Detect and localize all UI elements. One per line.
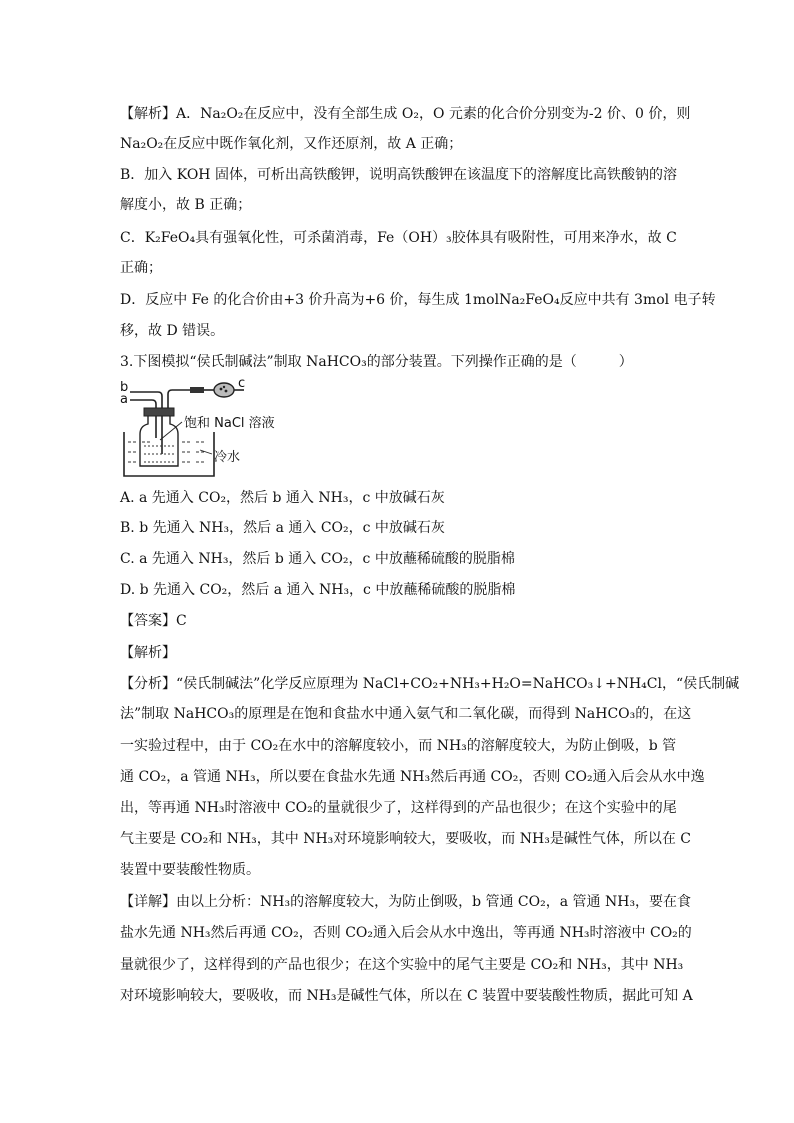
analysis-line: 【分析】“侯氏制碱法”化学反应原理为 NaCl+CO₂+NH₃+H₂O=NaHCO₃↓+NH₄Cl，“侯氏制碱 — [120, 676, 740, 692]
analysis-heading: 【解析】 — [120, 645, 176, 661]
question-stem: 3.下图模拟“侯氏制碱法”制取 NaHCO₃的部分装置。下列操作正确的是（ ） — [120, 354, 633, 370]
text-line: 解度小，故 B 正确； — [120, 197, 252, 213]
analysis-line: 法”制取 NaHCO₃的原理是在饱和食盐水中通入氨气和二氧化碳，而得到 NaHCO₃的，在这 — [120, 706, 692, 722]
text-line: 正确； — [120, 260, 162, 276]
tube-c-label: c — [238, 376, 246, 391]
water-label: 冷水 — [214, 450, 241, 465]
solution-label: 饱和 NaCl 溶液 — [184, 416, 275, 431]
text-line: Na₂O₂在反应中既作氧化剂，又作还原剂，故 A 正确； — [120, 136, 463, 152]
analysis-line: 气主要是 CO₂和 NH₃，其中 NH₃对环境影响较大，要吸收，而 NH₃是碱性气体，所以在 C — [120, 831, 691, 847]
text-line: C．K₂FeO₄具有强氧化性，可杀菌消毒，Fe（OH）₃胶体具有吸附性，可用来净水，故 C — [120, 230, 677, 246]
option-d: D. b 先通入 CO₂，然后 a 通入 NH₃，c 中放蘸稀硫酸的脱脂棉 — [120, 582, 516, 598]
text-line: B．加入 KOH 固体，可析出高铁酸钾，说明高铁酸钾在该温度下的溶解度比高铁酸钠的溶 — [120, 167, 677, 183]
analysis-line: 出，等再通 NH₃时溶液中 CO₂的量就很少了，这样得到的产品也很少；在这个实验中的尾 — [120, 800, 677, 816]
tube-a-label: a — [120, 392, 128, 407]
option-c: C. a 先通入 NH₃，然后 b 通入 CO₂，c 中放蘸稀硫酸的脱脂棉 — [120, 551, 515, 567]
option-a: A. a 先通入 CO₂，然后 b 通入 NH₃，c 中放碱石灰 — [120, 490, 445, 506]
text-line: 移，故 D 错误。 — [120, 323, 225, 339]
tube-b-label: b — [120, 380, 129, 395]
apparatus-figure — [118, 376, 288, 480]
analysis-line: 通 CO₂，a 管通 NH₃，所以要在食盐水先通 NH₃然后再通 CO₂，否则 CO₂通入后会从水中逸 — [120, 769, 705, 785]
detail-line: 对环境影响较大，要吸收，而 NH₃是碱性气体，所以在 C 装置中要装酸性物质，据此可知 A — [120, 988, 693, 1004]
detail-line: 量就很少了，这样得到的产品也很少；在这个实验中的尾气主要是 CO₂和 NH₃，其中 NH₃ — [120, 957, 684, 973]
analysis-line: 装置中要装酸性物质。 — [120, 862, 260, 878]
answer-line: 【答案】C — [120, 613, 187, 629]
detail-line: 【详解】由以上分析：NH₃的溶解度较大，为防止倒吸，b 管通 CO₂，a 管通 NH₃，要在食 — [120, 894, 692, 910]
detail-line: 盐水先通 NH₃然后再通 CO₂，否则 CO₂通入后会从水中逸出，等再通 NH₃时溶液中 CO₂的 — [120, 925, 692, 941]
text-line: 【解析】A．Na₂O₂在反应中，没有全部生成 O₂，O 元素的化合价分别变为-2 价、0 价，则 — [120, 106, 691, 122]
text-line: D．反应中 Fe 的化合价由+3 价升高为+6 价，每生成 1molNa₂FeO₄反应中共有 3mol 电子转 — [120, 292, 716, 308]
analysis-line: 一实验过程中，由于 CO₂在水中的溶解度较小，而 NH₃的溶解度较大，为防止倒吸，b 管 — [120, 738, 677, 754]
option-b: B. b 先通入 NH₃，然后 a 通入 CO₂，c 中放碱石灰 — [120, 520, 445, 536]
